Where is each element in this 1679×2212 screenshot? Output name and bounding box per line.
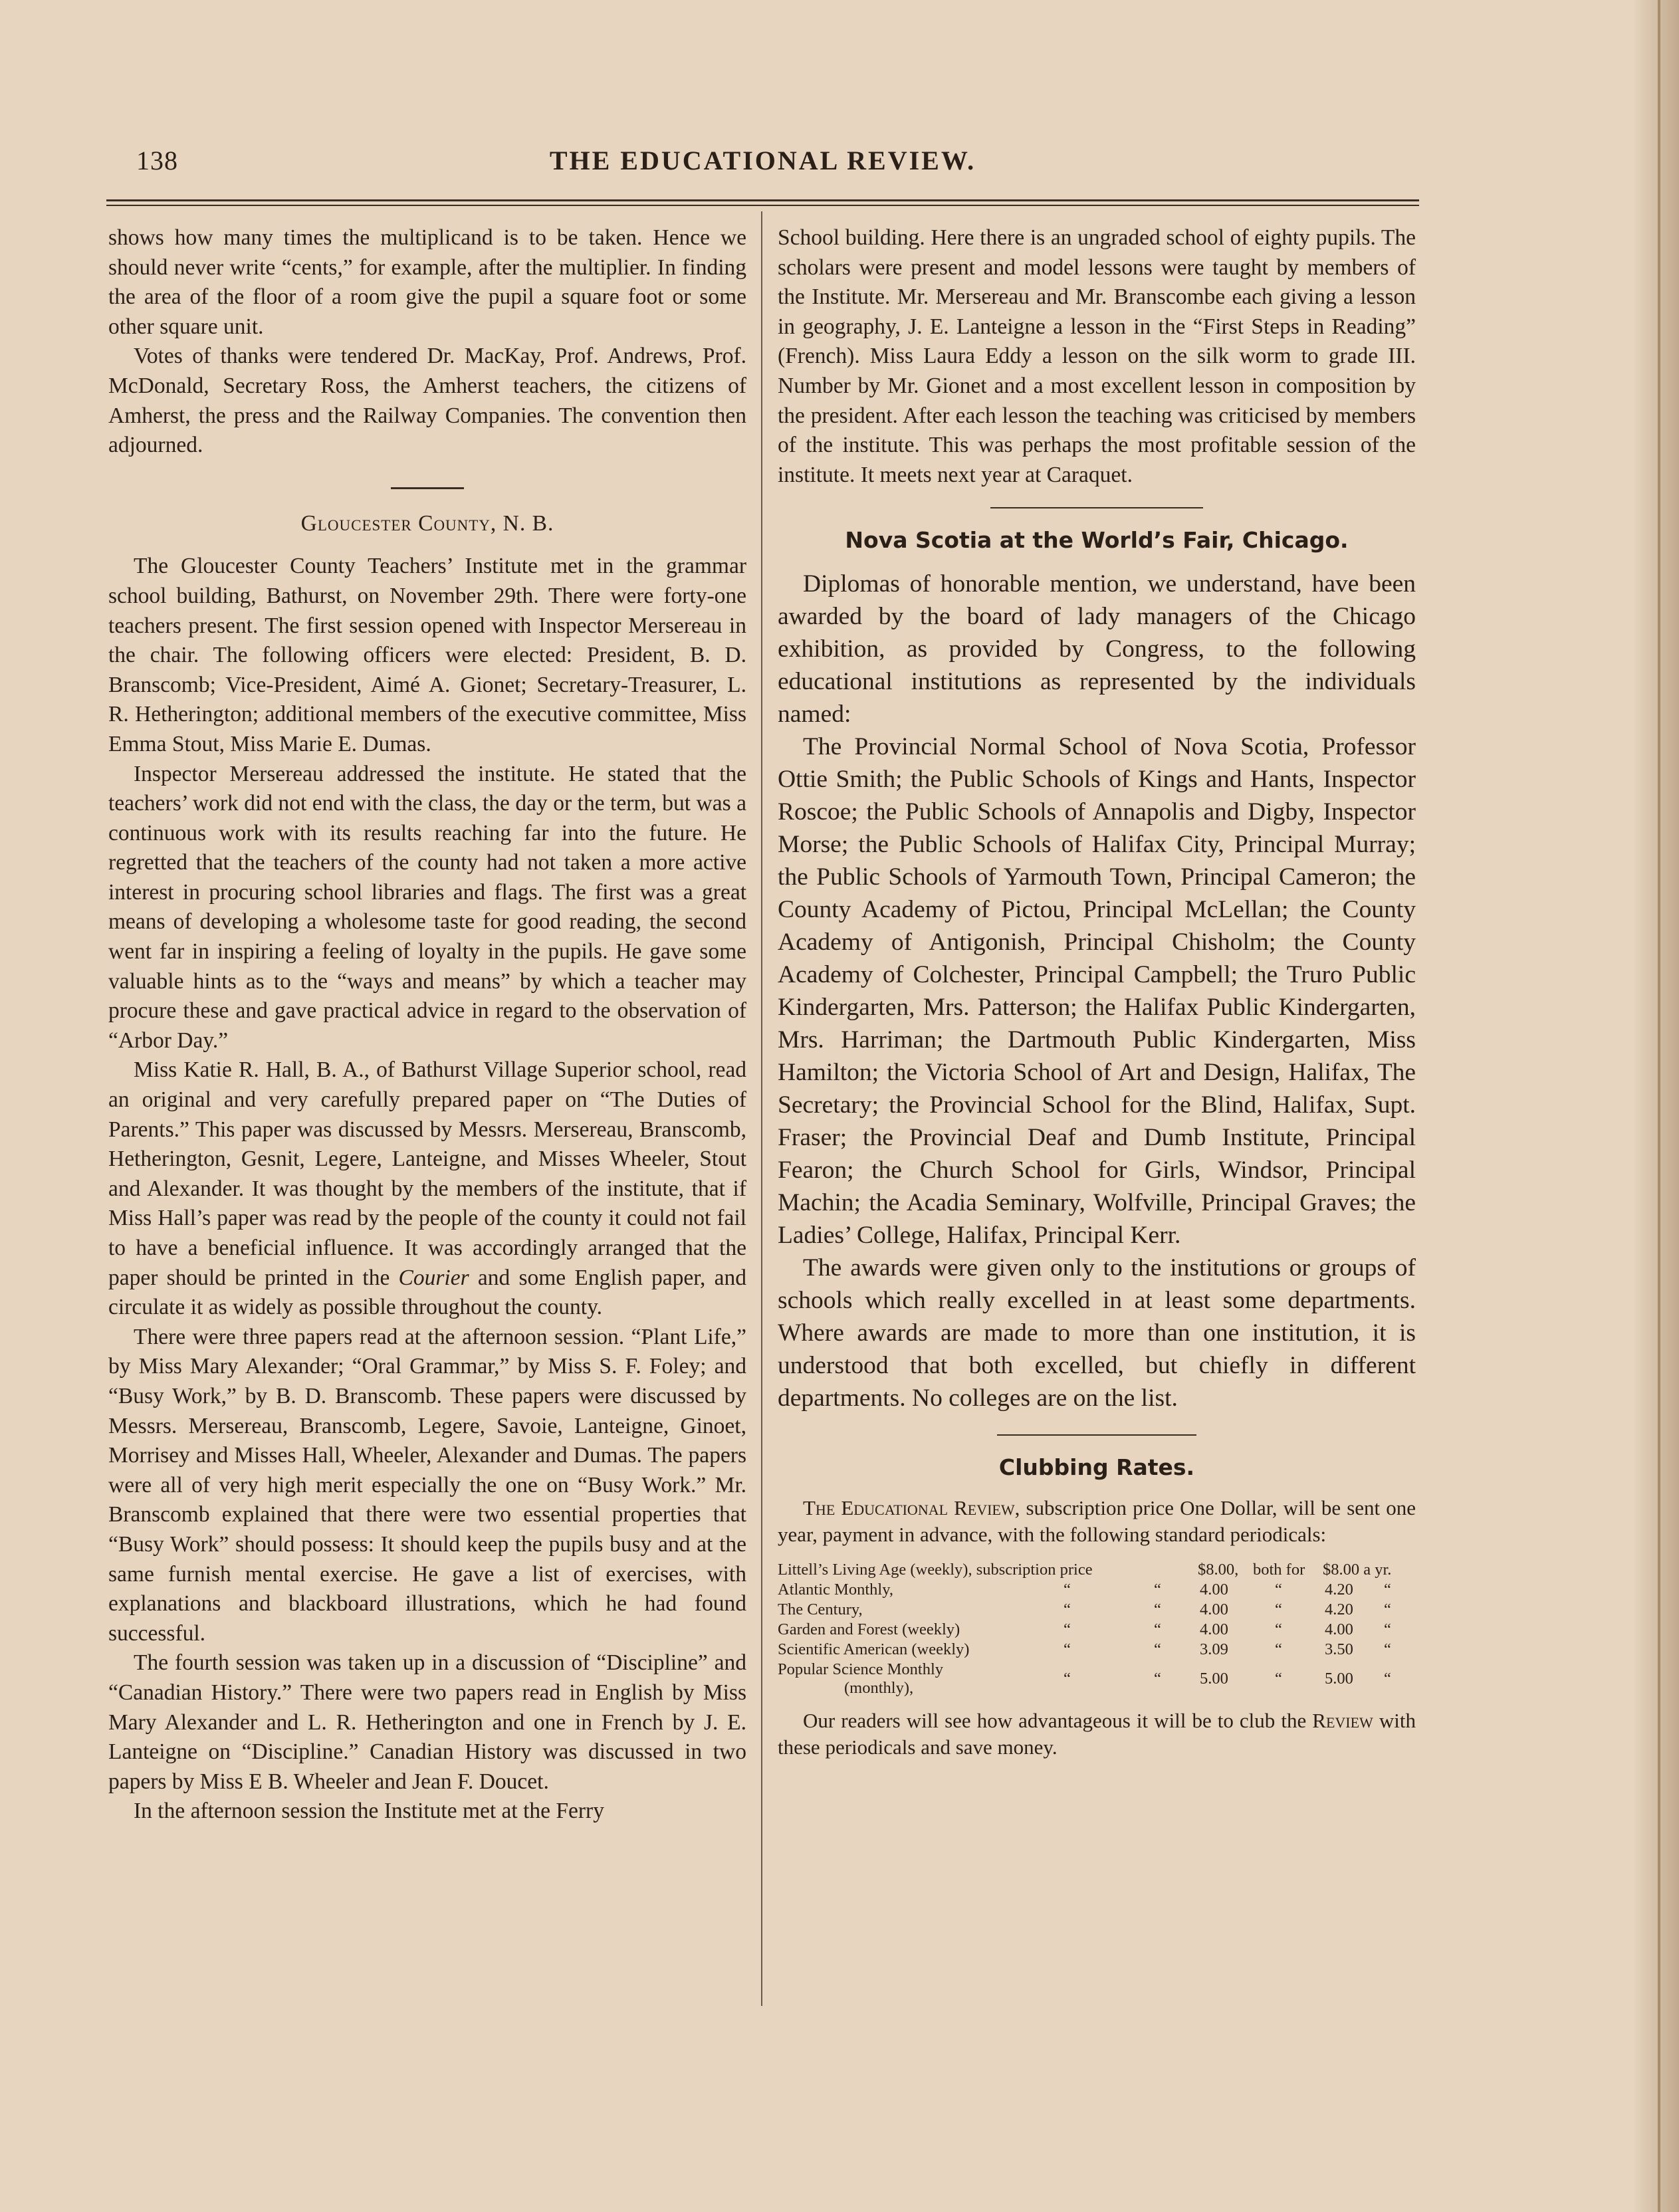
table-row	[778, 1580, 1416, 1600]
text-run: Our readers will see how advantageous it will be to club the	[803, 1708, 1307, 1732]
periodical-name: Atlantic Monthly,	[778, 1580, 893, 1599]
periodical-name: Popular Science Monthly	[778, 1660, 944, 1678]
periodical-name: Garden and Forest (weekly)	[778, 1620, 960, 1638]
section-heading: Gloucester County, N. B.	[300, 510, 554, 536]
closing-note	[778, 1708, 1416, 1761]
periodical-name: Littell’s Living Age (weekly), subscription price	[778, 1560, 1093, 1579]
price: 5.00	[1200, 1669, 1228, 1688]
paragraph	[778, 1708, 1416, 1761]
ditto-mark: “	[1384, 1580, 1391, 1599]
ditto-mark: “	[1384, 1640, 1391, 1658]
paragraph	[778, 1495, 1416, 1548]
ditto-mark: “	[1275, 1580, 1282, 1599]
ditto-mark: “	[1063, 1640, 1071, 1658]
page-edge-line	[1658, 0, 1660, 2212]
ditto-mark: “	[1384, 1669, 1391, 1688]
header-rule-thin	[106, 205, 1419, 206]
section-heading: Nova Scotia at the World’s Fair, Chicago.	[845, 527, 1349, 554]
ditto-mark: “	[1063, 1600, 1071, 1618]
journal-title: THE EDUCATIONAL REVIEW.	[549, 146, 976, 175]
table-row	[778, 1620, 1416, 1640]
ditto-mark: “	[1275, 1620, 1282, 1638]
periodical-name-continued: (monthly),	[844, 1678, 914, 1697]
ditto-mark: “	[1063, 1580, 1071, 1599]
combined-price: 5.00	[1325, 1669, 1353, 1688]
paragraph: Diplomas of honorable mention, we understand, have been awarded by the board of lady managers of the Chicago exhibition, as provided by Congress, to the following educational institutions as represented by the individuals named:	[778, 570, 1416, 728]
periodical-name: Scientific American (weekly)	[778, 1640, 970, 1658]
paragraph: The awards were given only to the institutions or groups of schools which really excelled in at least some departments. Where awards are made to more than one institution, it is understood that both excelled, but chiefly in different departments. No colleges are on the list.	[778, 1254, 1416, 1412]
left-column	[108, 223, 746, 1826]
combined-price: 3.50	[1325, 1640, 1353, 1658]
table-row	[778, 1600, 1416, 1620]
text-run: subscription price One Dollar, will be sent one year, payment in advance, with the following standard periodicals:	[778, 1495, 1416, 1546]
text-run: with these periodicals and save money.	[778, 1708, 1416, 1759]
right-column	[778, 223, 1416, 1761]
paragraph: The Gloucester County Teachers’ Institute met in the grammar school building, Bathurst, on November 29th. There were forty-one teachers present. The first session opened with Inspector Mersereau in the chair. The following officers were elected: President, B. D. Branscomb; Vice-President, Aimé A. Gionet; Secretary-Treasurer, L. R. Hetherington; additional members of the executive committee, Miss Emma Stout, Miss Marie E. Dumas.	[108, 554, 746, 756]
ditto-mark: “	[1275, 1600, 1282, 1618]
ditto-mark: “	[1063, 1620, 1071, 1638]
ditto-mark: “	[1275, 1640, 1282, 1658]
combined-price: 4.20	[1325, 1600, 1353, 1618]
paragraph	[108, 1055, 746, 1322]
paragraph: In the afternoon session the Institute met at the Ferry	[134, 1799, 604, 1824]
text-run: and some English paper, and circulate it as widely as possible throughout the county.	[108, 1265, 746, 1320]
combined-price: 4.00	[1325, 1620, 1353, 1638]
paragraph: The Provincial Normal School of Nova Scotia, Professor Ottie Smith; the Public Schools of Kings and Hants, Inspector Roscoe; the Public Schools of Annapolis and Digby, Inspector Morse; the Public Schools of Halifax City, Principal Murray; the Public Schools of Yarmouth Town, Principal Cameron; the County Academy of Pictou, Principal McLellan; the County Academy of Antigonish, Principal Chisholm; the County Academy of Colchester, Principal Campbell; the Truro Public Kindergarten, Mrs. Patterson; the Halifax Public Kindergarten, Mrs. Harriman; the Dartmouth Public Kindergarten, Miss Hamilton; the Victoria School of Art and Design, Halifax, The Secretary; the Provincial School for the Blind, Halifax, Supt. Fraser; the Provincial Deaf and Dumb Institute, Principal Fearon; the Church School for Girls, Windsor, Principal Machin; the Acadia Seminary, Wolfville, Principal Graves; the Ladies’ College, Halifax, Principal Kerr.	[778, 732, 1416, 1249]
paragraph: School building. Here there is an ungraded school of eighty pupils. The scholars were present and model lessons were taught by members of the Institute. Mr. Mersereau and Mr. Branscombe each giving a lesson in geography, J. E. Lanteigne a lesson in the “First Steps in Reading” (French). Miss Laura Eddy a lesson on the silk worm to grade III. Number by Mr. Gionet and a most excellent lesson in composition by the president. After each lesson the teaching was criticised by members of the institute. This was perhaps the most profitable session of the institute. It meets next year at Caraquet.	[778, 225, 1416, 487]
page-edge-shadow	[1632, 0, 1679, 2212]
table-row	[778, 1660, 1416, 1698]
header-rule	[106, 199, 1419, 201]
price: 4.00	[1200, 1580, 1228, 1599]
paragraph: Inspector Mersereau addressed the institute. He stated that the teachers’ work did not end with the class, the day or the term, but was a continuous work with its results reaching far into the future. He regretted that the teachers of the county had not taken a more active interest in procuring school libraries and flags. The first was a great means of developing a wholesome taste for good reading, the second went far in inspiring a feeling of loyalty in the pupils. He gave some valuable hints as to the “ways and means” by which a teacher may procure these and gave practical advice in regard to the observation of “Arbor Day.”	[108, 761, 746, 1053]
ditto-mark: “	[1154, 1600, 1161, 1618]
ditto-mark: “	[1154, 1580, 1161, 1599]
both-for-label: both for	[1253, 1560, 1305, 1579]
ditto-mark: “	[1154, 1620, 1161, 1638]
journal-name: Review	[1312, 1708, 1373, 1732]
price: 4.00	[1200, 1600, 1228, 1618]
clubbing-rates-table	[778, 1560, 1416, 1698]
column-divider	[761, 211, 762, 2006]
ditto-mark: “	[1275, 1669, 1282, 1688]
section-separator	[997, 1434, 1196, 1436]
nova-scotia-article	[778, 568, 1416, 1414]
combined-price: $8.00 a yr.	[1323, 1560, 1392, 1579]
ditto-mark: “	[1384, 1620, 1391, 1638]
price: 3.09	[1200, 1640, 1228, 1658]
price: 4.00	[1200, 1620, 1228, 1638]
paragraph: shows how many times the multiplicand is to be taken. Hence we should never write “cents,” for example, after the multiplier. In finding the area of the floor of a room give the pupil a square foot or some other square unit.	[108, 225, 746, 339]
section-separator	[391, 487, 464, 489]
table-row	[778, 1560, 1416, 1580]
price: $8.00,	[1198, 1560, 1239, 1579]
section-heading: Clubbing Rates.	[998, 1454, 1195, 1480]
ditto-mark: “	[1384, 1600, 1391, 1618]
combined-price: 4.20	[1325, 1580, 1353, 1599]
table-row	[778, 1640, 1416, 1660]
italic-text: Courier	[398, 1265, 469, 1290]
periodical-name: The Century,	[778, 1600, 863, 1618]
journal-name: The Educational Review,	[803, 1495, 1020, 1519]
ditto-mark: “	[1154, 1669, 1161, 1688]
page-header	[106, 145, 1419, 185]
page-number: 138	[136, 146, 178, 175]
ditto-mark: “	[1154, 1640, 1161, 1658]
paragraph: Votes of thanks were tendered Dr. MacKay, Prof. Andrews, Prof. McDonald, Secretary Ross, the Amherst teachers, the citizens of Amherst, the press and the Railway Companies. The convention then adjourned.	[108, 344, 746, 458]
clubbing-intro	[778, 1495, 1416, 1548]
paragraph: There were three papers read at the afternoon session. “Plant Life,” by Miss Mary Alexander; “Oral Grammar,” by Miss S. F. Foley; and “Busy Work,” by B. D. Branscomb. These papers were discussed by Messrs. Mersereau, Branscomb, Legere, Savoie, Lanteigne, Ginoet, Morrisey and Misses Hall, Wheeler, Alexander and Dumas. The papers were all of very high merit especially the one on “Busy Work.” Mr. Branscomb explained that there were two essential properties that “Busy Work” should possess: It should keep the pupils busy and at the same furnish mental exercise. He gave a list of exercises, with explanations and blackboard illustrations, which he had found successful.	[108, 1324, 746, 1646]
paragraph: The fourth session was taken up in a discussion of “Discipline” and “Canadian History.” There were two papers read in English by Miss Mary Alexander and L. R. Hetherington and one in French by J. E. Lanteigne on “Discipline.” Canadian History was discussed in two papers by Miss E B. Wheeler and Jean F. Doucet.	[108, 1650, 746, 1794]
ditto-mark: “	[1063, 1669, 1071, 1688]
section-separator	[990, 507, 1203, 508]
text-run: Miss Katie R. Hall, B. A., of Bathurst Village Superior school, read an original and very carefully prepared paper on “The Duties of Parents.” This paper was discussed by Messrs. Mersereau, Branscomb, Hetherington, Gesnit, Legere, Lanteigne, and Misses Wheeler, Stout and Alexander. It was thought by the members of the institute, that if Miss Hall’s paper was read by the people of the county it could not fail to have a beneficial influence. It was accordingly arranged that the paper should be printed in the	[108, 1057, 746, 1290]
